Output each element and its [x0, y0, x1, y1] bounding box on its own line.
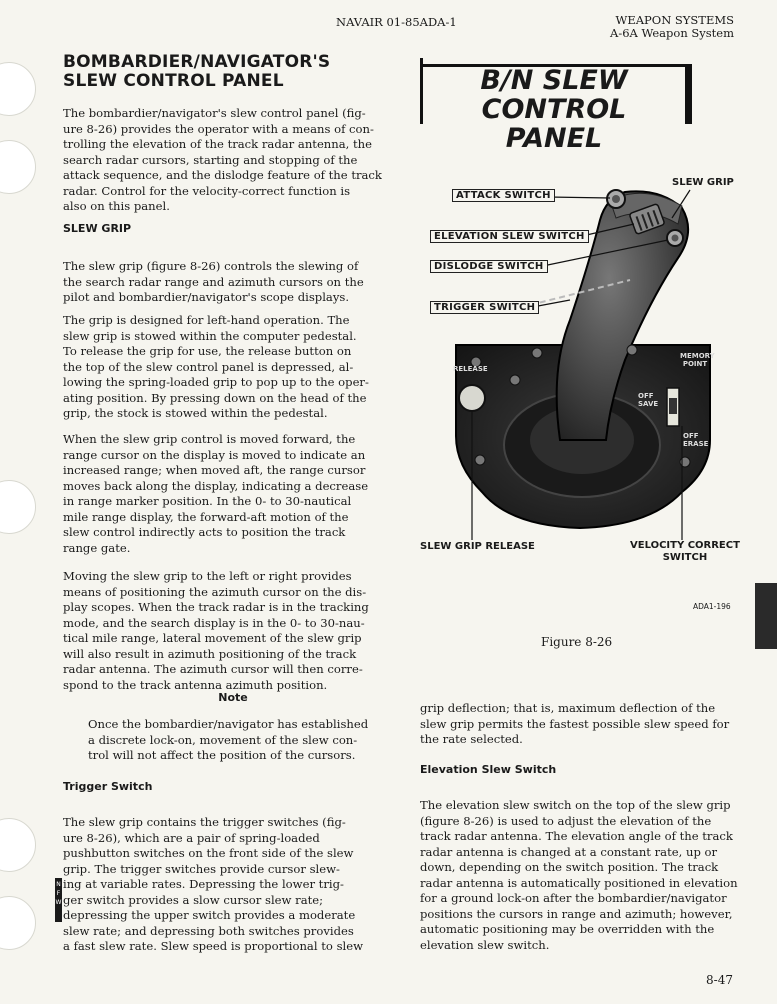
header-system: A-6A Weapon System: [610, 26, 734, 40]
title-bracket-left: [420, 58, 423, 124]
text-line: attack sequence, and the dislodge feature of the track: [63, 168, 382, 182]
figure-title-box: [420, 58, 692, 154]
section-title: [63, 53, 403, 91]
text-line: grip, the stock is stowed within the pedestal.: [63, 406, 328, 420]
text-line: range gate.: [63, 540, 131, 555]
binder-hole: [0, 896, 36, 950]
intro-paragraph: [63, 106, 403, 215]
text-line: pilot and bombardier/navigator's scope displays.: [63, 290, 350, 304]
attack-switch-callout: ATTACK SWITCH: [452, 189, 555, 202]
text-line: radar. Control for the velocity-correct function is: [63, 183, 351, 198]
binder-hole: [0, 62, 36, 116]
text-line: radar antenna. The azimuth cursor will then corre-: [63, 662, 363, 676]
text-line: range cursor on the display is moved to indicate an: [63, 447, 366, 462]
elevation-slew-text: [420, 798, 750, 953]
slew-grip-heading: SLEW GRIP: [63, 222, 132, 235]
text-line: elevation slew switch.: [420, 937, 550, 952]
text-line: grip deflection; that is, maximum deflection of the: [420, 701, 716, 715]
text-line: for a ground lock-on after the bombardier/navigator: [420, 891, 727, 905]
text-line: slew control indirectly acts to position the track: [63, 525, 346, 539]
text-line: ing at variable rates. Depressing the lower trig-: [63, 877, 344, 891]
section-title-line1: BOMBARDIER/NAVIGATOR'S: [63, 52, 331, 72]
text-line: grip. The trigger switches provide cursor slew-: [63, 861, 340, 876]
text-line: The elevation slew switch on the top of the slew grip: [420, 798, 731, 812]
text-line: in range marker position. In the 0- to 30-nautical: [63, 494, 352, 508]
text-line: the rate selected.: [420, 732, 523, 746]
binder-hole: [0, 140, 36, 194]
text-line: automatic positioning may be overridden with the: [420, 922, 715, 936]
binder-hole: [0, 818, 36, 872]
text-line: positions the cursors in range and azimuth; however,: [420, 906, 733, 921]
slew-grip-paragraph-2: [63, 313, 403, 422]
doc-number: NAVAIR 01-85ADA-1: [336, 15, 457, 29]
title-bracket-right: [685, 64, 692, 124]
text-line: radar antenna is changed at a constant rate, up or: [420, 844, 718, 859]
section-thumb-tab: [755, 583, 777, 649]
text-line: trol will not affect the position of the cursors.: [88, 748, 356, 762]
text-line: When the slew grip control is moved forward, the: [63, 432, 356, 446]
slew-grip-paragraph-1: [63, 259, 403, 306]
slew-grip-release-callout: SLEW GRIP RELEASE: [420, 541, 535, 552]
elevation-slew-heading: Elevation Slew Switch: [420, 763, 557, 776]
trigger-switch-text: [63, 815, 403, 955]
header-right: [610, 14, 734, 40]
text-line: slew rate; and depressing both switches provides: [63, 923, 354, 938]
text-line: radar antenna is automatically positioned in elevation: [420, 875, 738, 890]
velocity-correct-callout: [630, 540, 740, 564]
off-save-label: OFF SAVE: [638, 392, 659, 408]
figure-code: ADA1-196: [693, 602, 731, 611]
slew-grip-release-button: [459, 385, 485, 411]
note-text: [88, 717, 398, 764]
elevation-slew-switch-callout: ELEVATION SLEW SWITCH: [430, 230, 589, 243]
text-line: the top of the slew control panel is depressed, al-: [63, 359, 354, 374]
text-line: The slew grip contains the trigger switches (fig-: [63, 815, 346, 829]
text-line: play scopes. When the track radar is in the tracking: [63, 600, 369, 614]
text-line: slew grip is stowed within the computer pedestal.: [63, 328, 357, 343]
velocity-correct-line1: VELOCITY CORRECT: [630, 540, 740, 551]
text-line: a discrete lock-on, movement of the slew con-: [88, 732, 358, 747]
binder-hole: [0, 480, 36, 534]
text-line: The bombardier/navigator's slew control panel (fig-: [63, 106, 366, 120]
text-line: ure 8-26) provides the operator with a means of con-: [63, 121, 374, 136]
text-line: search radar cursors, starting and stopping of the: [63, 152, 358, 167]
text-line: also on this panel.: [63, 199, 170, 213]
text-line: ating position. By pressing down on the head of the: [63, 390, 367, 405]
text-line: increased range; when moved aft, the range cursor: [63, 463, 366, 477]
dislodge-switch-callout: DISLODGE SWITCH: [430, 260, 548, 273]
figure-caption: Figure 8-26: [541, 635, 613, 649]
text-line: will also result in azimuth positioning of the track: [63, 646, 357, 661]
section-title-line2: SLEW CONTROL PANEL: [63, 71, 284, 91]
text-line: trolling the elevation of the track radar antenna, the: [63, 137, 373, 151]
release-panel-label: RELEASE: [453, 365, 488, 373]
slew-grip-paragraph-4: [63, 569, 403, 693]
left-column: [63, 53, 403, 91]
text-line: slew grip permits the fastest possible slew speed for: [420, 716, 730, 731]
change-bar-letters: N F W: [55, 881, 62, 906]
text-line: Once the bombardier/navigator has established: [88, 717, 369, 731]
text-line: Moving the slew grip to the left or right provides: [63, 569, 352, 583]
text-line: track radar antenna. The elevation angle of the track: [420, 829, 733, 843]
text-line: spond to the track antenna azimuth position.: [63, 677, 328, 692]
figure-title-line1: B/N SLEW CONTROL: [480, 65, 628, 125]
text-line: To release the grip for use, the release button on: [63, 344, 352, 358]
text-line: mode, and the search display is in the 0- to 30-nau-: [63, 615, 365, 630]
text-line: (figure 8-26) is used to adjust the elevation of the: [420, 813, 712, 828]
trigger-switch-heading: Trigger Switch: [63, 780, 153, 793]
text-line: mile range display, the forward-aft motion of the: [63, 509, 349, 524]
text-line: pushbutton switches on the front side of the slew: [63, 846, 354, 860]
note-label: Note: [218, 691, 248, 704]
grip-deflection-text: [420, 701, 750, 748]
text-line: down, depending on the switch position. The track: [420, 860, 719, 874]
slew-grip-paragraph-3: [63, 432, 403, 556]
text-line: ure 8-26), which are a pair of spring-loaded: [63, 830, 320, 845]
text-line: moves back along the display, indicating a decrease: [63, 478, 369, 493]
text-line: means of positioning the azimuth cursor on the dis-: [63, 584, 367, 599]
attack-switch-cap: [612, 195, 620, 203]
trigger-switch-callout: TRIGGER SWITCH: [430, 301, 539, 314]
text-line: the search radar range and azimuth cursors on the: [63, 274, 364, 289]
header-category: WEAPON SYSTEMS: [615, 13, 734, 27]
text-line: The slew grip (figure 8-26) controls the slewing of: [63, 259, 359, 273]
text-line: lowing the spring-loaded grip to pop up to the oper-: [63, 375, 369, 389]
slew-grip-callout: SLEW GRIP: [672, 177, 734, 188]
text-line: The grip is designed for left-hand operation. The: [63, 313, 350, 327]
velocity-correct-line2: SWITCH: [662, 552, 708, 563]
off-erase-label: OFF ERASE: [683, 432, 709, 448]
figure-title-line2: PANEL: [505, 123, 603, 154]
text-line: depressing the upper switch provides a moderate: [63, 908, 356, 922]
memory-point-label: MEMORY POINT: [680, 352, 715, 368]
text-line: ger switch provides a slow cursor slew rate;: [63, 892, 324, 907]
text-line: a fast slew rate. Slew speed is proportional to slew: [63, 939, 364, 953]
page-number: 8-47: [706, 973, 733, 987]
text-line: tical mile range, lateral movement of the slew grip: [63, 631, 362, 645]
